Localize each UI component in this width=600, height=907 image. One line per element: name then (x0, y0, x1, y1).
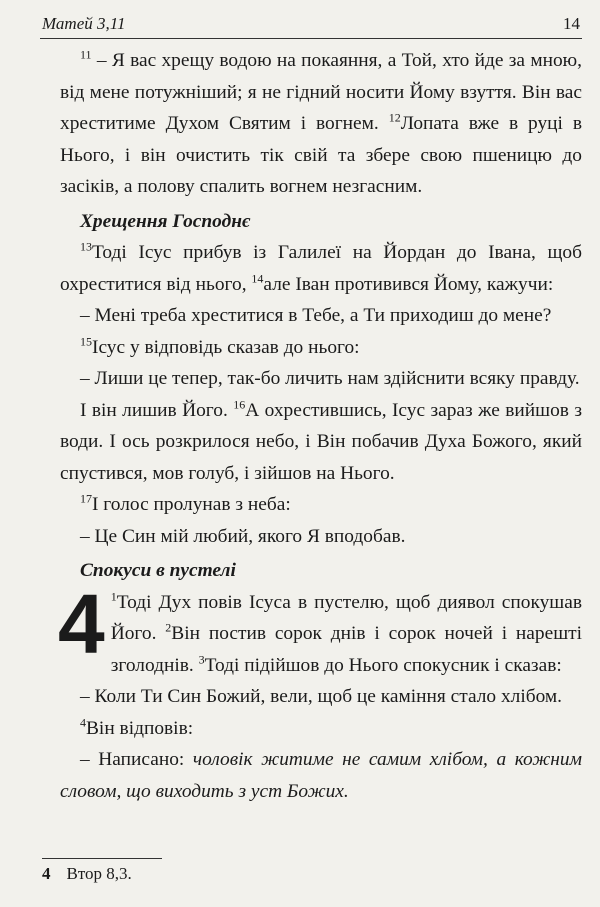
header-rule (40, 38, 582, 39)
chapter-number: 4 (58, 576, 105, 671)
paragraph (60, 489, 582, 521)
paragraph (60, 237, 582, 300)
paragraph (60, 332, 582, 364)
verse-number: 2 (165, 620, 172, 635)
paragraph (58, 576, 583, 682)
paragraph (60, 681, 582, 713)
verse-text: – Написано: (80, 749, 193, 770)
section-heading: Спокуси в пустелі (80, 560, 236, 581)
verse-text: І голос пролунав з неба: (92, 494, 291, 515)
verse-text: Тоді Ісус прибув із Галилеї на Йордан до Івана, щоб охреститися від нього, (60, 242, 582, 295)
verse-text: Він постив сорок днів і сорок ночей і нарешті зголоднів. (110, 623, 583, 676)
verse-text: Він відповів: (86, 717, 194, 739)
verse-text: – Це Син мій любий, якого Я вподобав. (80, 525, 406, 547)
verse-text: І він лишив Його. (80, 399, 234, 421)
verse-text: – Я вас хрещу водою на покаяння, а Той, хто йде за мною, від мене потужніший; я не гідний носити Йому взуття. Він вас хреститиме Духом Святим і вогнем. (60, 50, 582, 134)
verse-text: Тоді Дух повів Ісуса в пустелю, щоб диявол спокушав Його. (110, 591, 582, 644)
running-head: Матей 3,11 (42, 14, 126, 33)
scripture-quote: чоловік житиме не самим хлібом, а кожним словом, що виходить з уст Божих. (60, 749, 582, 802)
verse-number: 12 (388, 110, 401, 125)
footnote-rule (42, 858, 162, 859)
verse-number: 14 (251, 271, 264, 286)
footnote-text: Втор 8,3. (66, 864, 132, 883)
verse-number: 4 (80, 715, 86, 730)
paragraph (60, 744, 582, 807)
verse-number: 1 (110, 589, 117, 604)
footnote (42, 864, 132, 884)
verse-text: Ісус у відповідь сказав до нього: (92, 336, 360, 358)
verse-number: 11 (80, 47, 92, 62)
verse-number: 15 (80, 334, 92, 349)
paragraph (60, 300, 582, 332)
paragraph (60, 521, 582, 553)
verse-number: 16 (233, 397, 246, 412)
section-heading: Хрещення Господнє (80, 210, 251, 232)
paragraph (60, 45, 582, 203)
paragraph (60, 713, 582, 745)
paragraph (60, 395, 582, 490)
verse-number: 3 (198, 652, 205, 667)
verse-text: – Лиши це тепер, так-бо личить нам здійснити всяку правду. (80, 368, 580, 389)
verse-text: А охрестившись, Ісус зараз же вийшов з води. І ось розкрилося небо, і Він побачив Духа Божого, який спустився, мов голуб, і зійшов на Нього. (60, 399, 583, 484)
verse-text: Лопата вже в руці в Нього, і він очистить тік свій та збере свою пшеницю до засіків, а полову спалить вогнем незгасним. (60, 113, 583, 197)
footnote-number: 4 (42, 864, 51, 883)
verse-text: – Мені треба хреститися в Тебе, а Ти приходиш до мене? (80, 305, 552, 326)
verse-number: 13 (80, 239, 92, 254)
verse-number: 17 (80, 491, 92, 506)
verse-text: але Іван противився Йому, кажучи: (263, 273, 554, 295)
verse-text: Тоді підійшов до Нього спокусник і сказав: (204, 654, 562, 676)
text-body (60, 45, 582, 807)
page-number: 14 (563, 14, 580, 33)
verse-text: – Коли Ти Син Божий, вели, щоб це каміння стало хлібом. (80, 686, 563, 707)
paragraph (60, 363, 582, 395)
page-header (42, 14, 580, 36)
